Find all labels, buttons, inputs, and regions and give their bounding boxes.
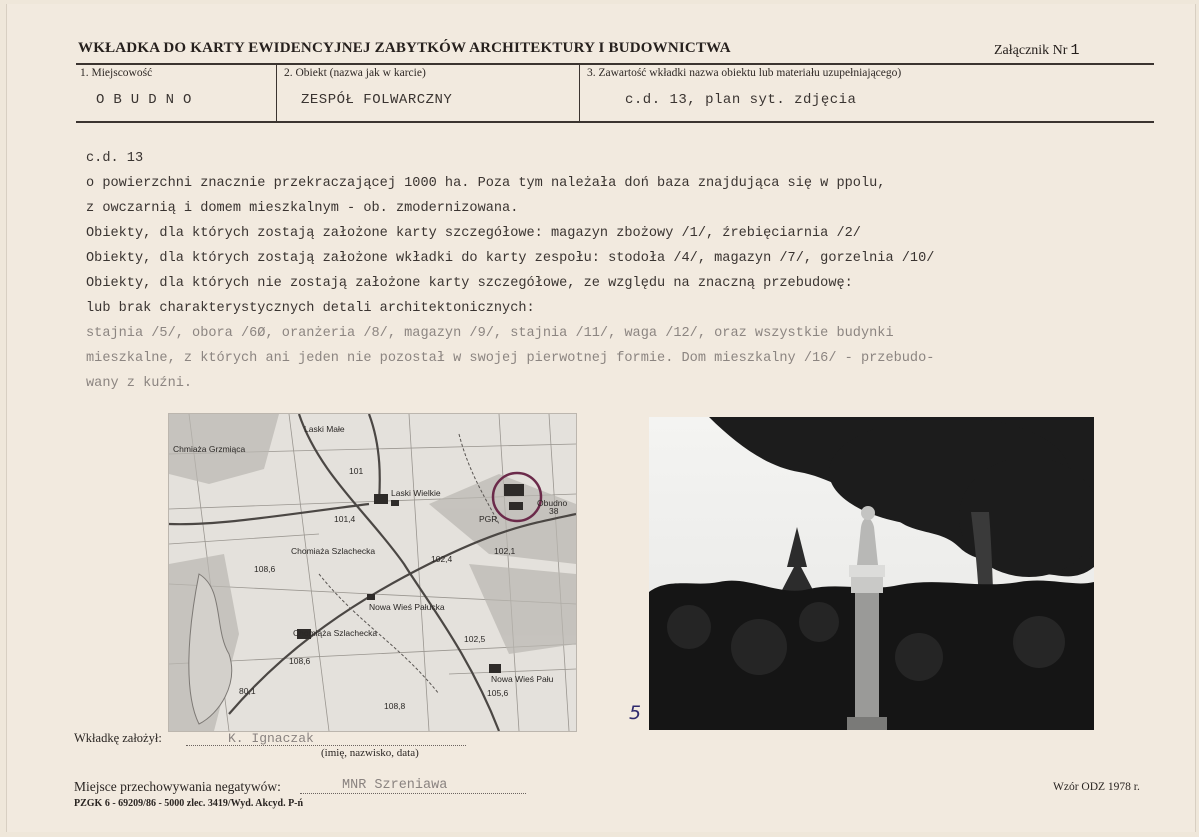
founder-value: K. Ignaczak [228,731,314,746]
annex-number [994,42,1079,59]
object-label: 2. Obiekt (nazwa jak w karcie) [284,67,426,79]
field-divider-1 [276,64,277,121]
document-title: WKŁADKA DO KARTY EWIDENCYJNEJ ZABYTKÓW ARCHITEKTURY I BUDOWNICTWA [78,40,731,56]
photo-drawing [649,417,1094,730]
map-label: 108,6 [289,656,311,666]
map-label: Chmiaża Grzmiąca [173,444,246,454]
header-rule-top [76,63,1154,65]
description-text [86,146,1176,396]
negatives-label: Miejsce przechowywania negatywów: [74,779,281,794]
body-line: Obiekty, dla których zostają założone karty szczegółowe: magazyn zbożowy /1/, źrebięciarnia /2/ [86,226,861,241]
photo-column-figure [649,417,1094,730]
map-label: Chomiaża Szlachecka [291,546,376,556]
body-line: o powierzchni znacznie przekraczającej 1000 ha. Poza tym należała doń baza znajdująca się w ppolu, [86,176,886,191]
founder-label: Wkładkę założył: [74,731,162,745]
map-label: 102,5 [464,634,486,644]
annex-number-value: 1 [1070,42,1080,59]
content-label: 3. Zawartość wkładki nazwa obiektu lub materiału uzupełniającego) [587,67,902,79]
map-label: 105,6 [487,688,509,698]
map-label: PGR [479,514,498,524]
map-label: 101,4 [334,514,356,524]
map-label: 38 [549,506,559,516]
site-plan-map [168,413,577,732]
field-divider-2 [579,64,580,121]
body-line: wany z kuźni. [86,376,193,391]
map-label: 101 [349,466,364,476]
print-info: PZGK 6 - 69209/86 - 5000 zlec. 3419/Wyd. Akcyd. P-ń [74,798,304,809]
object-value: ZESPÓŁ FOLWARCZNY [301,92,453,108]
body-line: mieszkalne, z których ani jeden nie pozostał w swojej pierwotnej formie. Dom mieszkalny /16/ - przebudo- [86,351,935,366]
map-label: 80,1 [239,686,256,696]
map-drawing [169,414,576,731]
annex-label: Załącznik Nr [994,43,1068,58]
map-label: 102,4 [431,554,453,564]
map-label: Chomiąża Szlachecka [293,628,378,638]
map-label: Laski Małe [304,424,345,434]
map-label: 108,6 [254,564,276,574]
map-label: Nowa Wieś Pału [491,674,554,684]
form-pattern: Wzór ODZ 1978 r. [1053,781,1140,793]
map-label: Laski Wielkie [391,488,441,498]
founder-hint: (imię, nazwisko, data) [321,747,419,759]
photo-handwritten-number: 5 [629,702,642,724]
map-label: Nowa Wieś Pałucka [369,602,445,612]
map-label: 108,8 [384,701,406,711]
content-value: c.d. 13, plan syt. zdjęcia [625,92,857,108]
body-line: z owczarnią i domem mieszkalnym - ob. zmodernizowana. [86,201,519,216]
locality-label: 1. Miejscowość [80,67,153,79]
body-line: stajnia /5/, obora /6Ø, oranżeria /8/, magazyn /9/, stajnia /11/, waga /12/, oraz wszystkie budynki [86,326,894,341]
locality-value: OBUDNO [96,92,201,108]
body-line: Obiekty, dla których zostają założone wkładki do karty zespołu: stodoła /4/, magazyn /7/, gorzelnia /10/ [86,251,935,266]
negatives-dotted-line [300,793,526,794]
body-line: Obiekty, dla których nie zostają założone karty szczegółowe, ze względu na znaczną przebudowę: [86,276,853,291]
body-line: lub brak charakterystycznych detali architektonicznych: [86,301,535,316]
map-label: Obudno [537,498,568,508]
header-rule-bottom [76,121,1154,123]
body-line: c.d. 13 [86,151,144,166]
map-label: 102,1 [494,546,516,556]
negatives-value: MNR Szreniawa [342,778,448,793]
